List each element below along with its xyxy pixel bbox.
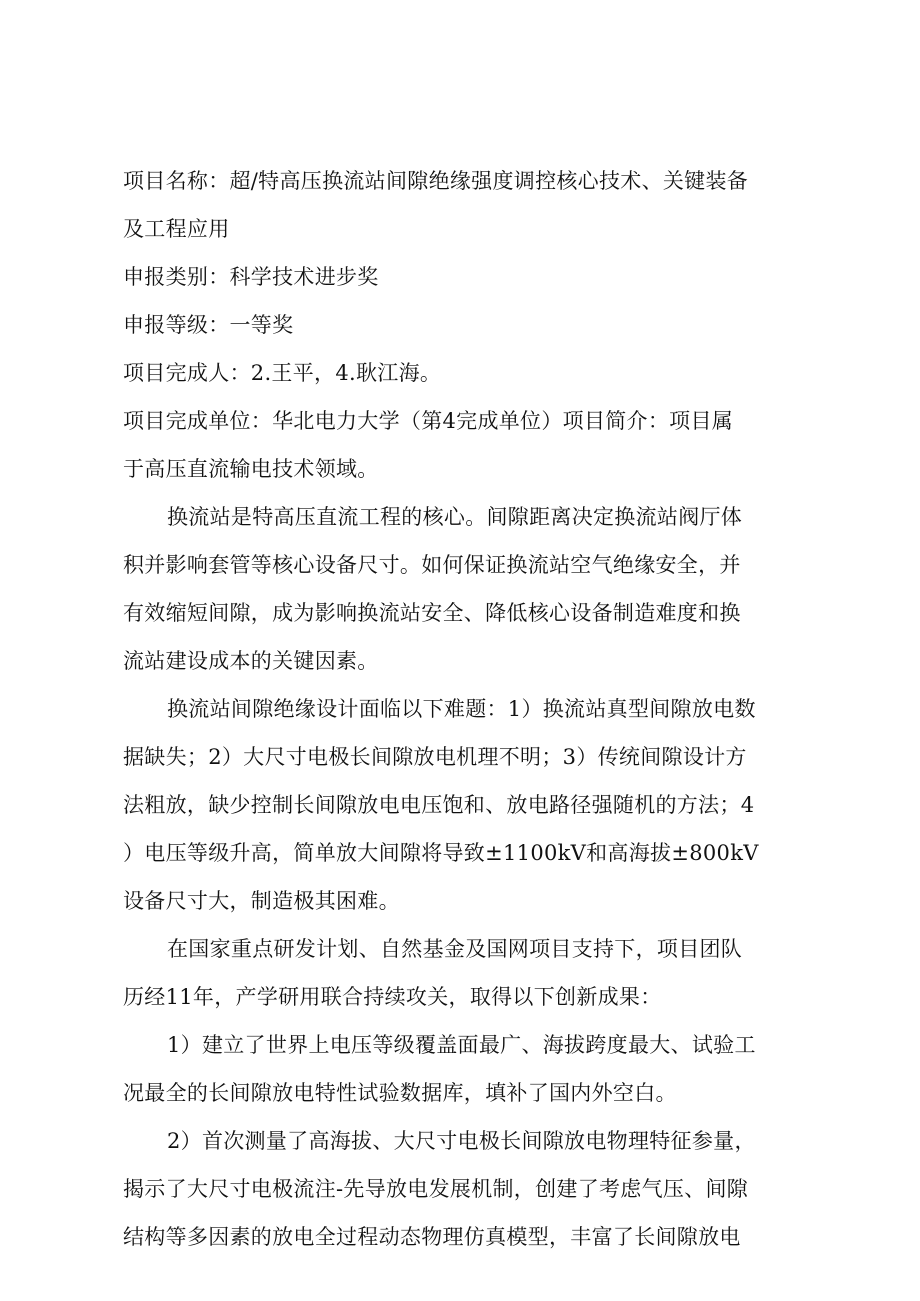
project-info xyxy=(123,157,813,493)
paragraph-line: 1）建立了世界上电压等级覆盖面最广、海拔跨度最大、试验工 xyxy=(167,1033,756,1057)
project-name-line-1: 项目名称：超/特高压换流站间隙绝缘强度调控核心技术、关键装备 xyxy=(123,169,749,193)
paragraph-line: 据缺失；2）大尺寸电极长间隙放电机理不明；3）传统间隙设计方 xyxy=(123,745,747,769)
paragraph-line: 换流站间隙绝缘设计面临以下难题：1）换流站真型间隙放电数 xyxy=(167,697,756,721)
paragraph-line: 况最全的长间隙放电特性试验数据库，填补了国内外空白。 xyxy=(123,1081,677,1105)
paragraph-line: 流站建设成本的关键因素。 xyxy=(123,649,379,673)
paragraph-line: 积并影响套管等核心设备尺寸。如何保证换流站空气绝缘安全，并 xyxy=(123,553,741,577)
paragraph-line: 结构等多因素的放电全过程动态物理仿真模型，丰富了长间隙放电 xyxy=(123,1225,741,1249)
paragraph-design-difficulties xyxy=(123,685,813,925)
paragraph-line: 设备尺寸大，制造极其困难。 xyxy=(123,889,400,913)
completing-unit-line-1: 项目完成单位：华北电力大学（第4完成单位）项目简介：项目属 xyxy=(123,409,734,433)
paragraph-converter-station xyxy=(123,493,813,685)
project-name-line-2: 及工程应用 xyxy=(123,217,230,241)
paragraph-line: 有效缩短间隙，成为影响换流站安全、降低核心设备制造难度和换 xyxy=(123,601,741,625)
paragraph-line: 历经11年，产学研用联合持续攻关，取得以下创新成果： xyxy=(123,985,662,1009)
application-level: 申报等级：一等奖 xyxy=(123,313,294,337)
application-category: 申报类别：科学技术进步奖 xyxy=(123,265,379,289)
paragraph-line: 法粗放，缺少控制长间隙放电电压饱和、放电路径强随机的方法；4 xyxy=(123,793,755,817)
project-contributors: 项目完成人：2.王平，4.耿江海。 xyxy=(123,361,442,385)
paragraph-line: ）电压等级升高，简单放大间隙将导致±1100kV和高海拔±800kV xyxy=(123,841,759,865)
paragraph-line: 揭示了大尺寸电极流注-先导放电发展机制，创建了考虑气压、间隙 xyxy=(123,1177,749,1201)
paragraph-line: 换流站是特高压直流工程的核心。间隙距离决定换流站阀厅体 xyxy=(167,505,743,529)
paragraph-achievement-1 xyxy=(123,1021,813,1117)
paragraph-project-support xyxy=(123,925,813,1021)
paragraph-achievement-2 xyxy=(123,1117,813,1261)
paragraph-line: 2）首次测量了高海拔、大尺寸电极长间隙放电物理特征参量， xyxy=(167,1129,756,1153)
document-body xyxy=(123,157,813,1261)
paragraph-line: 在国家重点研发计划、自然基金及国网项目支持下，项目团队 xyxy=(167,937,743,961)
completing-unit-line-2: 于高压直流输电技术领域。 xyxy=(123,457,379,481)
